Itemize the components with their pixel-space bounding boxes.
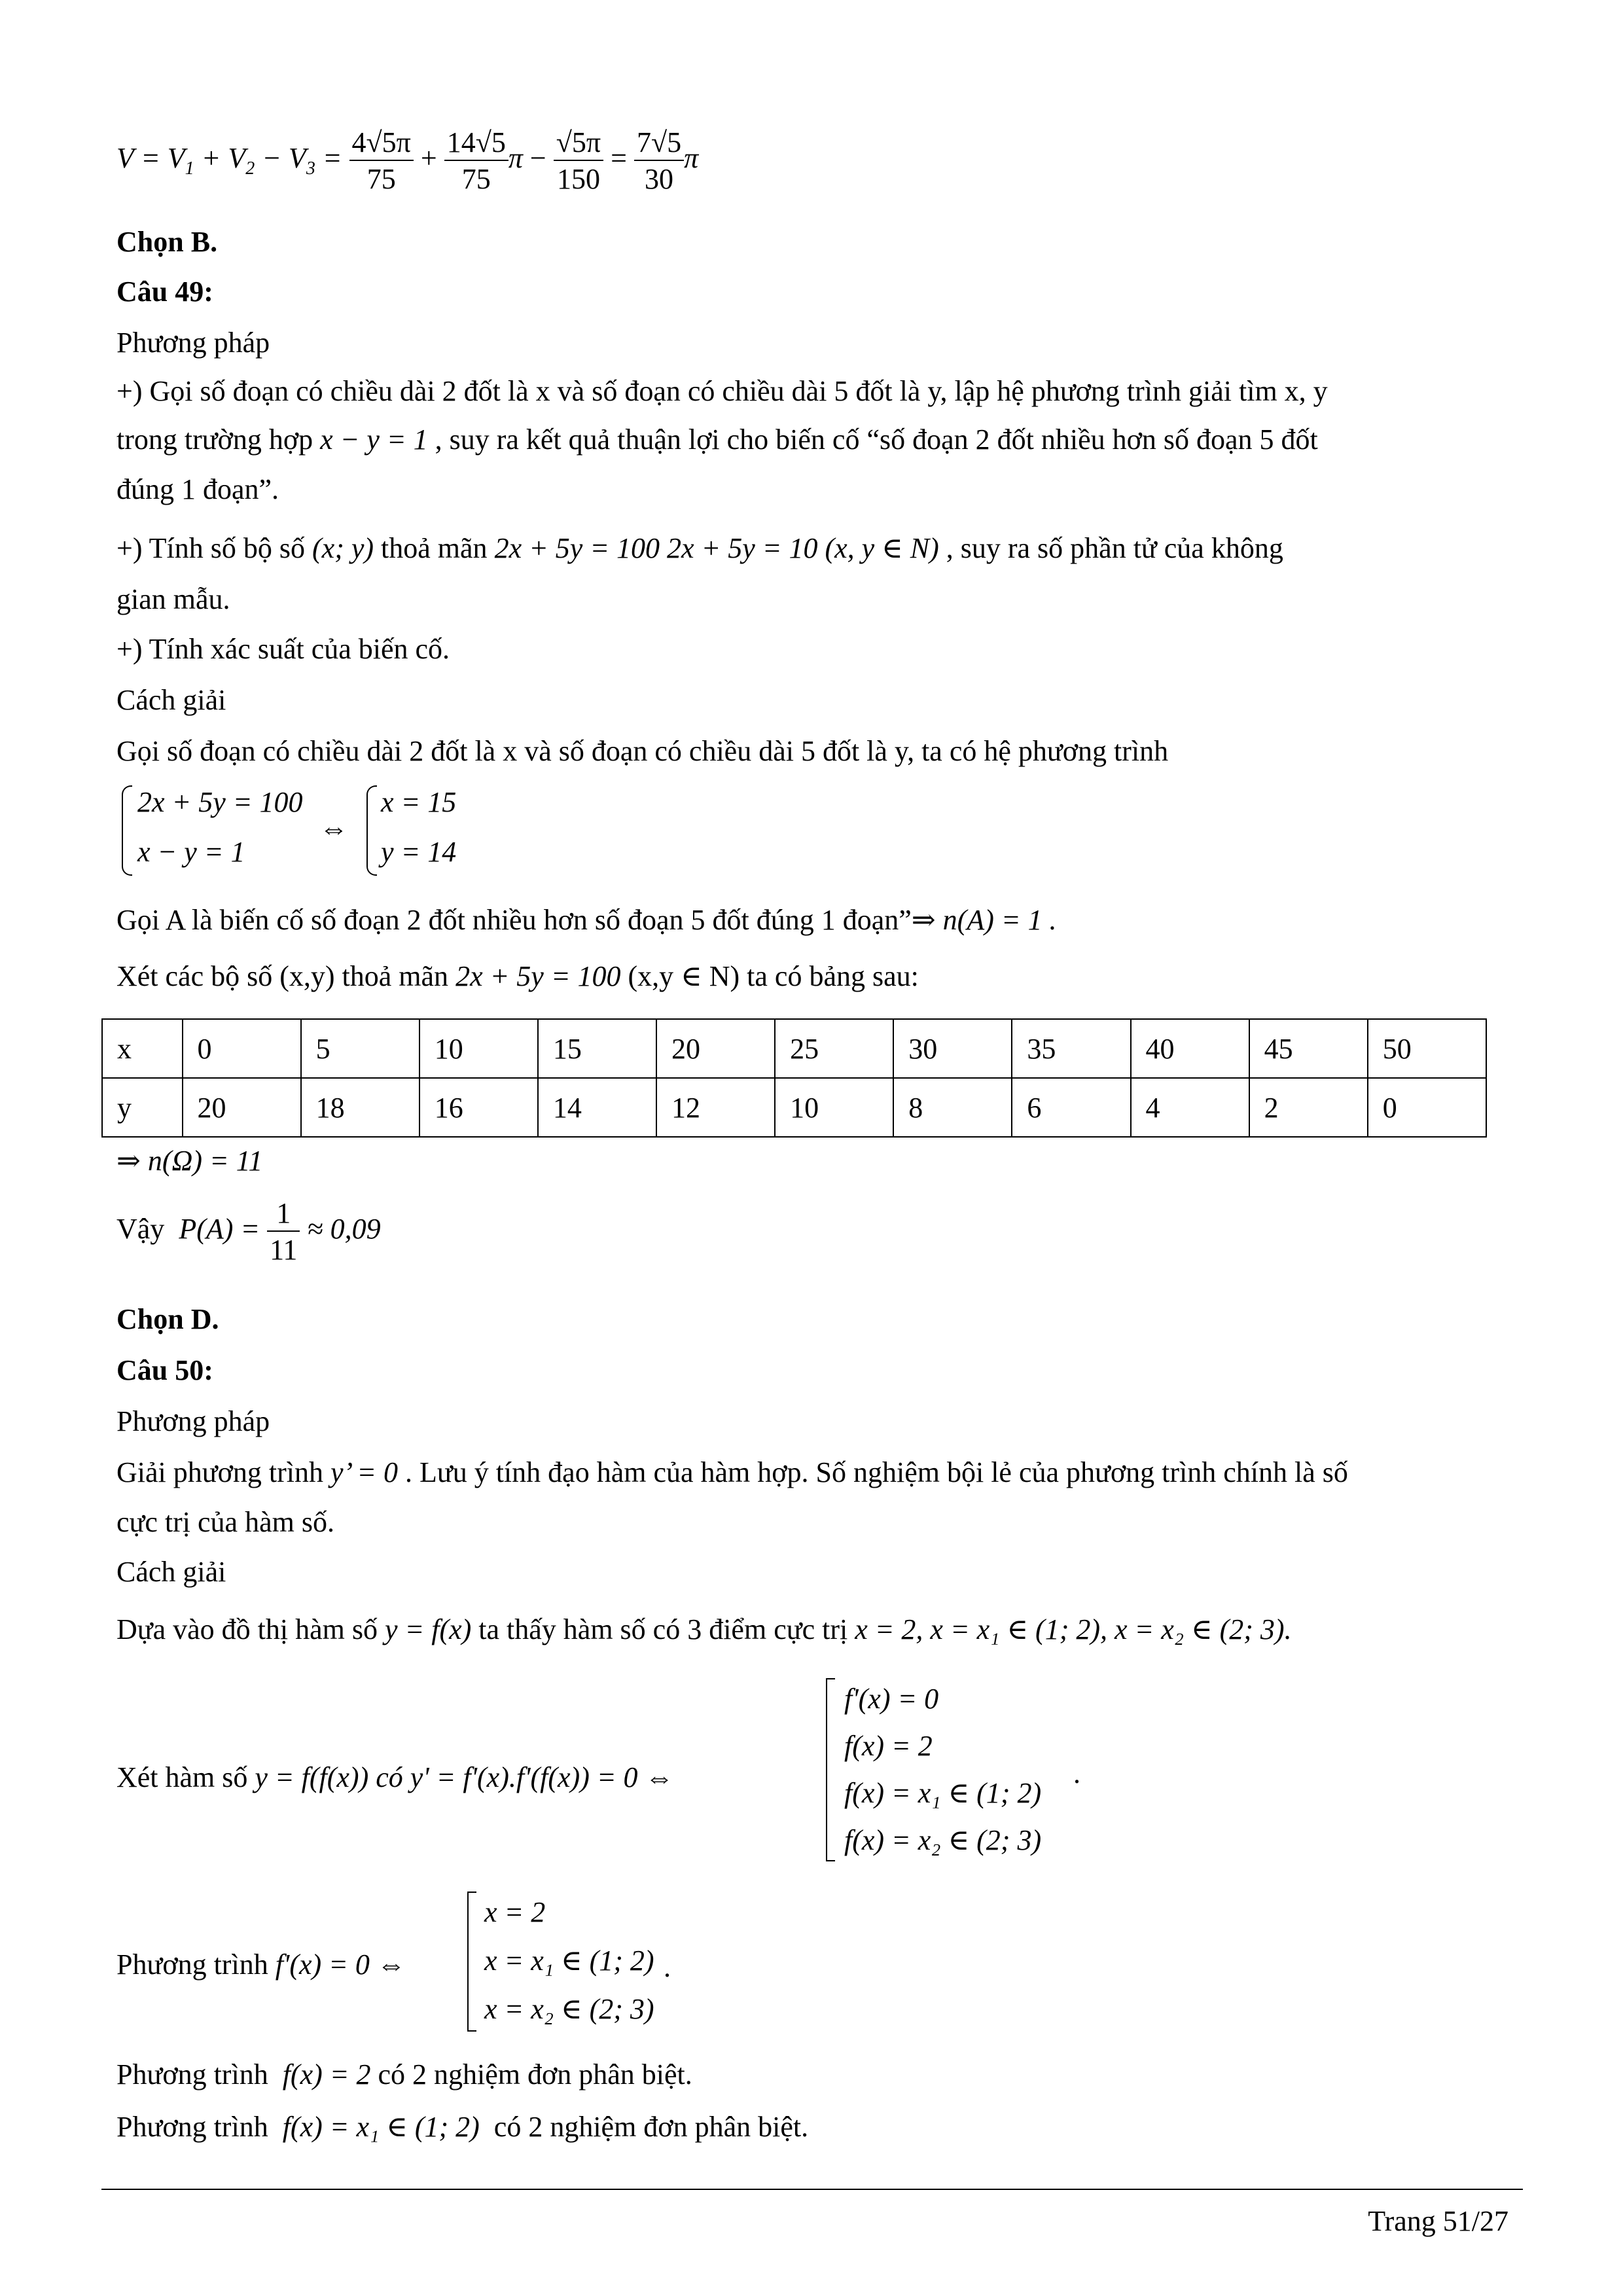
case-composite-4: f(x) = x₂ ∈ (2; 3) (844, 1824, 1042, 1856)
table-cell: 40 (1131, 1019, 1249, 1078)
table-row-x (102, 1019, 1486, 1078)
system-brace-left (122, 785, 132, 876)
q50-solution-2: Xét hàm số y = f(f(x)) có y' = f'(x).f'(f(x)) = 0 ⇔ (116, 1761, 674, 1793)
system-left-eq2: x − y = 1 (137, 836, 245, 868)
case-derivative-2: x = x₁ ∈ (1; 2) (484, 1945, 654, 1977)
table-cell: 16 (419, 1078, 538, 1137)
table-cell: 10 (775, 1078, 893, 1137)
table-cell: 18 (301, 1078, 419, 1137)
q50-solution-3: Phương trình f'(x) = 0 ⇔ (116, 1948, 406, 1981)
fraction-3: $\frac{√5\pi}{150}$ (554, 128, 603, 194)
answer-d: Chọn D. (116, 1303, 219, 1335)
table-cell: 50 (1368, 1019, 1486, 1078)
answer-b: Chọn B. (116, 226, 218, 258)
q49-method-3: +) Tính xác suất của biến cố. (116, 633, 450, 665)
case-composite-1: f'(x) = 0 (844, 1683, 939, 1715)
table-cell: 30 (893, 1019, 1012, 1078)
system-right-eq1: x = 15 (381, 786, 457, 818)
fraction-4: $\frac{7√5}{30}$ (634, 128, 684, 194)
q49-method-title: Phương pháp (116, 327, 270, 359)
q49-method-1-line2: trong trường hợp x − y = 1 , suy ra kết quả thuận lợi cho biến cố “số đoạn 2 đốt nhiều hơn số đoạn 5 đốt (116, 423, 1318, 456)
question-49-title: Câu 49: (116, 276, 213, 308)
table-cell: 15 (538, 1019, 656, 1078)
q49-solution-3: Xét các bộ số (x,y) thoả mãn 2x + 5y = 100 (x,y ∈ N) ta có bảng sau: (116, 960, 919, 992)
probability-fraction: $\frac{1}{11}$ (267, 1199, 300, 1265)
table-cell: 0 (183, 1019, 301, 1078)
q49-solution-1: Gọi số đoạn có chiều dài 2 đốt là x và số đoạn có chiều dài 5 đốt là y, ta có hệ phương trình (116, 735, 1169, 767)
system-equivalence: ⇔ (319, 812, 348, 844)
table-row-label: y (102, 1078, 183, 1137)
table-cell: 20 (183, 1078, 301, 1137)
table-cell: 8 (893, 1078, 1012, 1137)
table-cell: 6 (1012, 1078, 1130, 1137)
q50-solution-5: Phương trình f(x) = x₁ ∈ (1; 2) có 2 nghiệm đơn phân biệt. (116, 2111, 809, 2143)
case-derivative-end: . (664, 1951, 671, 1983)
fraction-2: $\frac{14√5}{75}$ (444, 128, 508, 194)
sample-space-size: ⇒ n(Ω) = 11 (116, 1145, 263, 1177)
footer-divider (101, 2189, 1523, 2190)
volume-formula: $V = V_1 + V_2 - V_3$ = $\frac{4√5\pi}{75}$ + $\frac{14√5}{75}$ π − $\frac{√5\pi}{150}$ = $\frac{7√5}{30}$ π (116, 126, 699, 195)
q50-method-1: Giải phương trình y’ = 0 . Lưu ý tính đạo hàm của hàm hợp. Số nghiệm bội lẻ của phương trình chính là số (116, 1456, 1348, 1488)
fraction-1: $\frac{4√5\pi}{75}$ (349, 128, 414, 194)
table-cell: 25 (775, 1019, 893, 1078)
q49-method-2-line2: gian mẫu. (116, 583, 230, 615)
q50-solution-4: Phương trình f(x) = 2 có 2 nghiệm đơn phân biệt. (116, 2058, 692, 2090)
table-cell: 5 (301, 1019, 419, 1078)
case-derivative-3: x = x₂ ∈ (2; 3) (484, 1993, 654, 2025)
q50-method-title: Phương pháp (116, 1405, 270, 1437)
q50-solution-title: Cách giải (116, 1556, 226, 1588)
q50-solution-1: Dựa vào đồ thị hàm số y = f(x) ta thấy hàm số có 3 điểm cực trị x = 2, x = x₁ ∈ (1; 2), x = x₂ ∈ (2; 3). (116, 1613, 1292, 1645)
probability-result: Vậy P(A) = $\frac{1}{11}$ ≈ 0,09 (116, 1197, 381, 1266)
table-cell: 45 (1249, 1019, 1368, 1078)
case-composite-3: f(x) = x₁ ∈ (1; 2) (844, 1777, 1042, 1809)
table-cell: 4 (1131, 1078, 1249, 1137)
table-cell: 2 (1249, 1078, 1368, 1137)
table-cell: 35 (1012, 1019, 1130, 1078)
case-composite-2: f(x) = 2 (844, 1730, 933, 1762)
bracket-derivative (467, 1892, 476, 2032)
xy-table (101, 1018, 1487, 1138)
case-composite-end: . (1073, 1757, 1080, 1789)
case-derivative-1: x = 2 (484, 1896, 546, 1928)
q49-method-1-line3: đúng 1 đoạn”. (116, 473, 279, 505)
q49-method-1-line1: +) Gọi số đoạn có chiều dài 2 đốt là x và số đoạn có chiều dài 5 đốt là y, lập hệ phương trình giải tìm x, y (116, 375, 1328, 407)
q49-solution-title: Cách giải (116, 684, 226, 716)
system-left-eq1: 2x + 5y = 100 (137, 786, 303, 818)
page-number: Trang 51/27 (1368, 2205, 1508, 2237)
q49-method-2-line1: +) Tính số bộ số (x; y) thoả mãn 2x + 5y = 100 2x + 5y = 10 (x, y ∈ N) , suy ra số phần tử của không (116, 532, 1283, 564)
q49-solution-2: Gọi A là biến cố số đoạn 2 đốt nhiều hơn số đoạn 5 đốt đúng 1 đoạn”⇒ n(A) = 1 . (116, 904, 1057, 936)
table-cell: 14 (538, 1078, 656, 1137)
table-cell: 20 (656, 1019, 775, 1078)
table-row-label: x (102, 1019, 183, 1078)
table-cell: 12 (656, 1078, 775, 1137)
table-cell: 10 (419, 1019, 538, 1078)
q50-method-2: cực trị của hàm số. (116, 1506, 334, 1538)
question-50-title: Câu 50: (116, 1354, 213, 1386)
table-row-y (102, 1078, 1486, 1137)
system-right-eq2: y = 14 (381, 836, 457, 868)
system-brace-right (366, 785, 377, 876)
bracket-composite (826, 1678, 835, 1861)
table-cell: 0 (1368, 1078, 1486, 1137)
